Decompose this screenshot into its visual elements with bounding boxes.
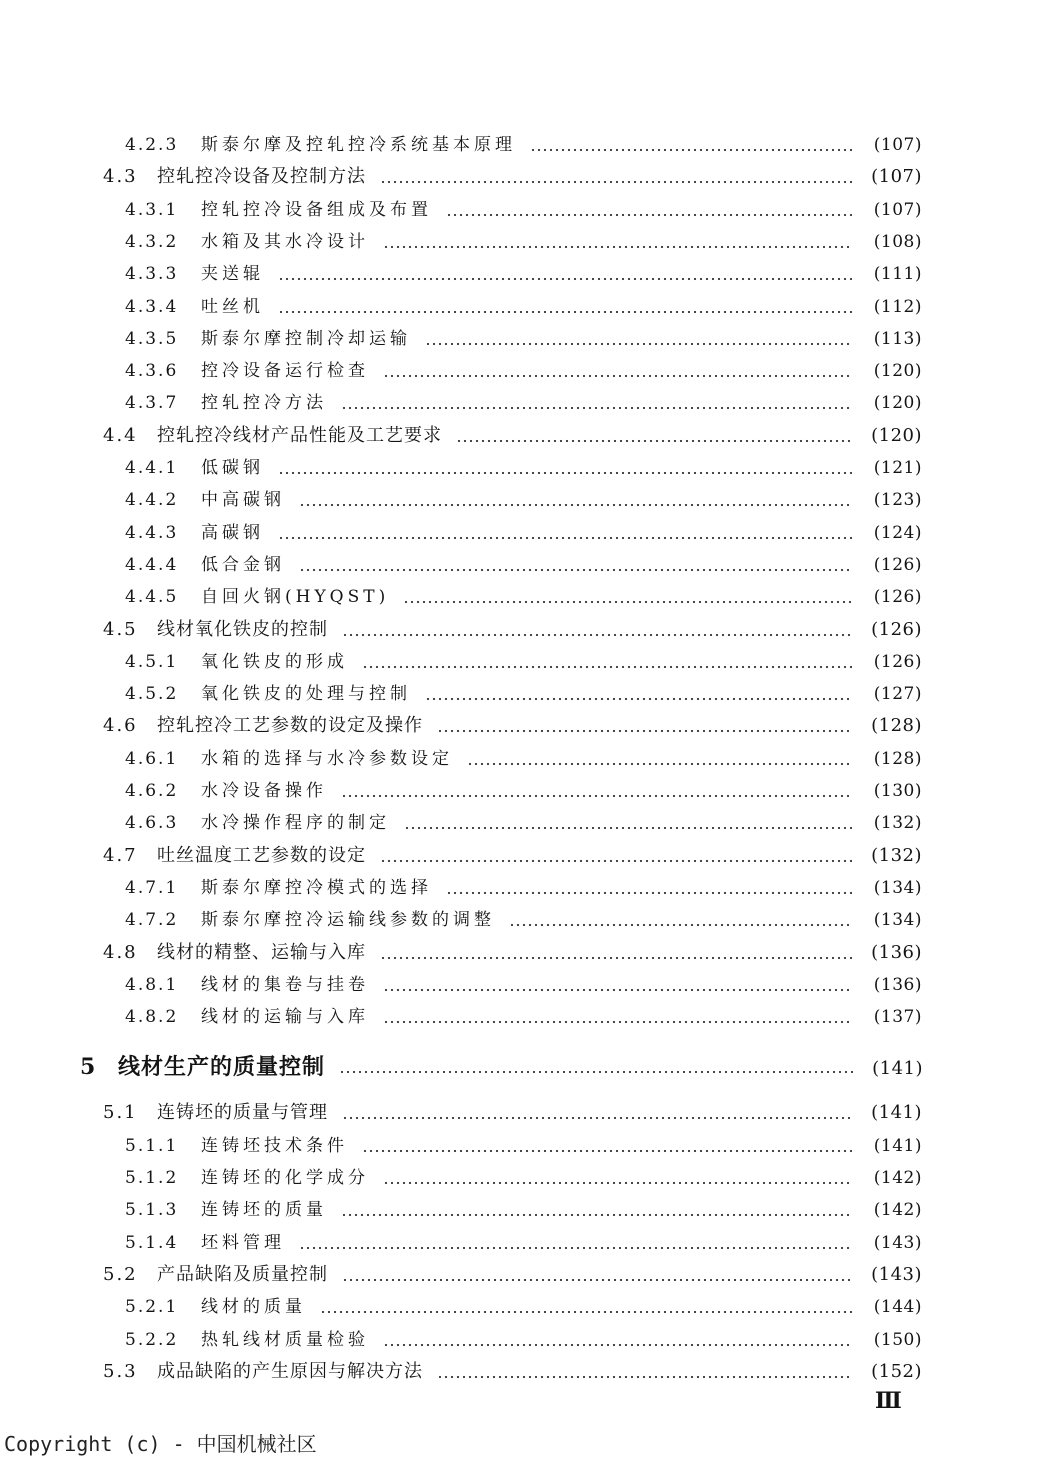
toc-subsection-row [125, 453, 922, 483]
toc-page-number: (108) [873, 231, 922, 252]
toc-page-number: (126) [871, 618, 922, 640]
toc-section-row [103, 938, 922, 968]
toc-subsection-row [125, 1195, 922, 1225]
toc-subsection-row [125, 808, 922, 838]
toc-entry-title: 控轧控冷设备及控制方法 [157, 166, 366, 188]
toc-subsection-row [125, 647, 922, 677]
toc-entry-number: 5.2.1 [125, 1297, 179, 1318]
toc-page-number: (126) [873, 651, 922, 672]
toc-page-number: (141) [873, 1135, 922, 1156]
toc-dot-leader [342, 1265, 852, 1285]
toc-subsection-row [125, 259, 922, 289]
toc-page-number: (120) [873, 361, 922, 382]
toc-entry-title: 高碳钢 [201, 522, 264, 543]
toc-entry-number: 5 [80, 1054, 98, 1081]
toc-page-number: (142) [873, 1168, 922, 1188]
toc-subsection-row [125, 356, 922, 386]
toc-subsection-row [125, 1163, 922, 1193]
toc-dot-leader [341, 1200, 852, 1220]
toc-page-number: (126) [873, 554, 922, 575]
toc-entry-number: 5.1.2 [125, 1168, 179, 1188]
toc-section-row [103, 615, 922, 645]
toc-dot-leader [362, 652, 852, 672]
toc-entry-number: 4.4.3 [125, 522, 179, 543]
toc-section-row [103, 162, 922, 192]
toc-entry-title: 线材的运输与入库 [201, 1007, 369, 1028]
toc-dot-leader [383, 1330, 852, 1350]
toc-entry-title: 连铸坯的质量 [201, 1200, 327, 1221]
toc-subsection-row [125, 776, 922, 806]
toc-entry-number: 4.4.5 [125, 587, 179, 608]
toc-entry-title: 热轧线材质量检验 [201, 1329, 369, 1350]
toc-page-number: (112) [873, 296, 922, 317]
toc-dot-leader [383, 1007, 852, 1027]
toc-dot-leader [383, 232, 852, 252]
toc-page-number: (107) [871, 166, 922, 188]
toc-page-number: (124) [873, 522, 922, 543]
toc-entry-title: 氧化铁皮的形成 [201, 651, 348, 672]
toc-dot-leader [425, 329, 852, 349]
toc-entry-number: 5.3 [103, 1360, 138, 1382]
toc-page-number: (143) [873, 1232, 922, 1253]
toc-entry-title: 斯泰尔摩控制冷却运输 [201, 328, 411, 349]
toc-dot-leader [403, 587, 852, 607]
toc-page-number: (136) [873, 974, 922, 995]
toc-entry-number: 5.2.2 [125, 1329, 179, 1350]
toc-entry-number: 5.1.4 [125, 1232, 179, 1253]
toc-subsection-row [125, 873, 922, 903]
toc-subsection-row [125, 679, 922, 709]
toc-page-number: (130) [873, 781, 922, 801]
toc-page-number: (120) [873, 393, 922, 414]
toc-entry-number: 4.6 [103, 715, 138, 737]
toc-subsection-row [125, 195, 922, 225]
toc-subsection-row [125, 485, 922, 515]
toc-entry-title: 吐丝机 [201, 296, 264, 317]
toc-entry-number: 4.3.2 [125, 231, 179, 252]
toc-entry-number: 4.3.1 [125, 199, 179, 220]
toc-section-row [103, 711, 922, 741]
toc-page-number: (121) [873, 458, 922, 478]
toc-section-row [103, 1260, 922, 1290]
toc-dot-leader [278, 458, 852, 478]
toc-subsection-row [125, 1002, 922, 1032]
toc-entry-number: 5.1.3 [125, 1200, 179, 1221]
copyright-watermark: Copyright (c) - 中国机械社区 [4, 1432, 317, 1456]
toc-subsection-row [125, 1292, 922, 1322]
toc-page-number: (134) [873, 910, 922, 931]
toc-entry-number: 4.8.1 [125, 974, 179, 995]
toc-page-number: (107) [873, 135, 922, 155]
toc-entry-number: 4.8.2 [125, 1007, 179, 1028]
toc-section-row [103, 841, 922, 871]
toc-entry-number: 4.3.5 [125, 328, 179, 349]
toc-page-number: (144) [873, 1297, 922, 1318]
toc-entry-title: 夹送辊 [201, 264, 264, 285]
toc-dot-leader [339, 1057, 853, 1077]
toc-subsection-row [125, 744, 922, 774]
toc-entry-number: 4.3.4 [125, 296, 179, 317]
toc-dot-leader [341, 781, 852, 801]
toc-entry-title: 低碳钢 [201, 458, 264, 478]
toc-entry-number: 5.1 [103, 1102, 138, 1124]
toc-dot-leader [278, 264, 852, 284]
toc-dot-leader [530, 135, 852, 155]
toc-subsection-row [125, 324, 922, 354]
toc-entry-number: 4.7 [103, 844, 138, 866]
toc-dot-leader [380, 943, 852, 963]
toc-subsection-row [125, 388, 922, 418]
toc-page-number: (111) [873, 264, 922, 285]
toc-entry-title: 线材的精整、运输与入库 [157, 941, 366, 963]
toc-dot-leader [446, 200, 852, 220]
toc-section-row [103, 1098, 922, 1128]
toc-dot-leader [341, 393, 852, 413]
toc-entry-title: 连铸坯的化学成分 [201, 1168, 369, 1188]
toc-subsection-row [125, 1325, 922, 1355]
toc-page-number: (141) [872, 1058, 923, 1080]
toc-entry-number: 4.3.6 [125, 361, 179, 382]
toc-page-number: (127) [873, 684, 922, 705]
toc-entry-number: 4.2.3 [125, 135, 179, 155]
toc-page-number: (107) [873, 199, 922, 220]
toc-dot-leader [278, 297, 852, 317]
toc-entry-title: 连铸坯的质量与管理 [157, 1102, 328, 1124]
toc-entry-title: 线材的质量 [201, 1297, 306, 1318]
toc-entry-number: 4.8 [103, 941, 138, 963]
toc-entry-title: 斯泰尔摩控冷运输线参数的调整 [201, 910, 495, 931]
toc-dot-leader [437, 1362, 852, 1382]
toc-entry-number: 4.4.1 [125, 458, 179, 478]
toc-entry-title: 线材生产的质量控制 [118, 1054, 326, 1081]
toc-entry-title: 水箱的选择与水冷参数设定 [201, 748, 453, 769]
toc-page-number: (143) [871, 1263, 922, 1285]
toc-dot-leader [437, 716, 852, 736]
toc-entry-title: 自回火钢(HYQST) [201, 587, 390, 608]
toc-entry-title: 控轧控冷方法 [201, 393, 327, 414]
toc-entry-title: 线材氧化铁皮的控制 [157, 618, 328, 640]
toc-entry-number: 4.4.2 [125, 490, 179, 511]
toc-dot-leader [509, 910, 852, 930]
toc-dot-leader [383, 361, 852, 381]
toc-dot-leader [456, 426, 852, 446]
toc-dot-leader [362, 1136, 852, 1156]
toc-section-row [103, 421, 922, 451]
toc-subsection-row [125, 970, 922, 1000]
toc-page-number: (120) [871, 424, 922, 446]
toc-entry-title: 产品缺陷及质量控制 [157, 1263, 328, 1285]
toc-entry-number: 5.1.1 [125, 1135, 179, 1156]
toc-dot-leader [383, 975, 852, 995]
toc-entry-number: 4.7.2 [125, 910, 179, 931]
toc-dot-leader [380, 846, 852, 866]
toc-page-number: (141) [871, 1102, 922, 1124]
toc-subsection-row [125, 905, 922, 935]
toc-entry-title: 水冷操作程序的制定 [201, 813, 390, 834]
toc-entry-title: 控轧控冷线材产品性能及工艺要求 [157, 424, 442, 446]
toc-dot-leader [425, 684, 852, 704]
toc-subsection-row [125, 292, 922, 322]
toc-page-number: (136) [871, 941, 922, 963]
toc-subsection-row [125, 227, 922, 257]
toc-page-number: (152) [871, 1360, 922, 1382]
toc-page-number: (132) [871, 844, 922, 866]
toc-subsection-row [125, 130, 922, 160]
toc-page-number: (113) [873, 328, 922, 349]
toc-dot-leader [299, 490, 852, 510]
toc-chapter-row [80, 1052, 923, 1082]
toc-subsection-row [125, 550, 922, 580]
toc-entry-number: 5.2 [103, 1263, 138, 1285]
toc-subsection-row [125, 518, 922, 548]
page-folio: Ⅲ [875, 1388, 900, 1414]
toc-subsection-row [125, 582, 922, 612]
toc-dot-leader [404, 813, 852, 833]
toc-entry-title: 氧化铁皮的处理与控制 [201, 684, 411, 705]
toc-entry-title: 连铸坯技术条件 [201, 1135, 348, 1156]
toc-page-number: (123) [873, 490, 922, 511]
toc-subsection-row [125, 1131, 922, 1161]
toc-page-number: (128) [873, 748, 922, 769]
toc-entry-title: 控轧控冷设备组成及布置 [201, 199, 432, 220]
toc-entry-title: 线材的集卷与挂卷 [201, 974, 369, 995]
toc-entry-title: 低合金钢 [201, 554, 285, 575]
toc-entry-number: 4.4 [103, 424, 138, 446]
toc-entry-number: 4.3.3 [125, 264, 179, 285]
toc-entry-number: 4.5.1 [125, 651, 179, 672]
toc-entry-title: 斯泰尔摩控冷模式的选择 [201, 877, 432, 898]
toc-entry-title: 坯料管理 [201, 1232, 285, 1253]
toc-entry-title: 吐丝温度工艺参数的设定 [157, 844, 366, 866]
toc-entry-title: 斯泰尔摩及控轧控冷系统基本原理 [201, 135, 516, 155]
toc-page-number: (142) [873, 1200, 922, 1221]
toc-entry-title: 控冷设备运行检查 [201, 361, 369, 382]
toc-entry-number: 4.6.1 [125, 748, 179, 769]
toc-page-number: (137) [873, 1007, 922, 1028]
toc-entry-number: 4.6.3 [125, 813, 179, 834]
toc-entry-title: 水冷设备操作 [201, 781, 327, 801]
toc-entry-title: 中高碳钢 [201, 490, 285, 511]
toc-page-number: (150) [873, 1329, 922, 1350]
toc-dot-leader [278, 523, 852, 543]
toc-entry-title: 成品缺陷的产生原因与解决方法 [157, 1360, 423, 1382]
toc-section-row [103, 1357, 922, 1387]
toc-dot-leader [446, 878, 852, 898]
toc-dot-leader [320, 1297, 852, 1317]
toc-page-number: (134) [873, 877, 922, 898]
toc-entry-title: 水箱及其水冷设计 [201, 231, 369, 252]
toc-page-number: (132) [873, 813, 922, 834]
toc-dot-leader [299, 555, 852, 575]
toc-page-number: (126) [873, 587, 922, 608]
toc-entry-number: 4.7.1 [125, 877, 179, 898]
toc-subsection-row [125, 1228, 922, 1258]
toc-dot-leader [342, 1103, 852, 1123]
toc-page-number: (128) [871, 715, 922, 737]
toc-entry-number: 4.3.7 [125, 393, 179, 414]
toc-dot-leader [383, 1168, 852, 1188]
toc-entry-number: 4.6.2 [125, 781, 179, 801]
toc-entry-title: 控轧控冷工艺参数的设定及操作 [157, 715, 423, 737]
toc-dot-leader [380, 167, 852, 187]
toc-entry-number: 4.4.4 [125, 554, 179, 575]
toc-entry-number: 4.3 [103, 166, 138, 188]
toc-dot-leader [299, 1233, 852, 1253]
toc-dot-leader [467, 749, 852, 769]
toc-entry-number: 4.5.2 [125, 684, 179, 705]
toc-entry-number: 4.5 [103, 618, 138, 640]
toc-dot-leader [342, 620, 852, 640]
